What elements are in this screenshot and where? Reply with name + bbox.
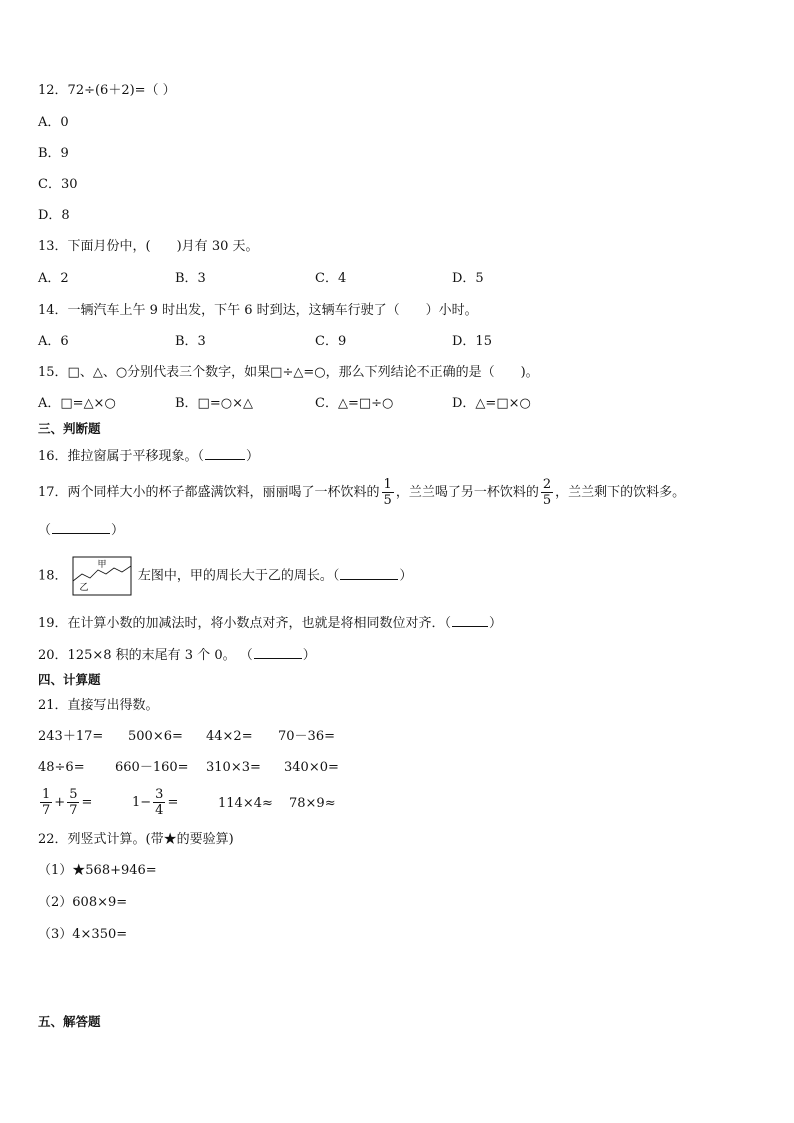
q21-r1-c1: 243＋17= [38, 729, 104, 744]
q22-item-2: （2）608×9= [38, 895, 128, 910]
q13-option-c: C．4 [315, 271, 347, 286]
q20 [38, 645, 316, 665]
q13-option-a: A．2 [38, 271, 69, 286]
q21-r2-c3: 310×3= [206, 760, 261, 775]
q13-option-b: B．3 [175, 271, 206, 286]
q21-r3-c3: 114×4≈ [218, 796, 273, 811]
q14-option-b: B．3 [175, 334, 206, 349]
q22-stem: 22．列竖式计算。(带★的要验算) [38, 832, 234, 847]
q17-answer-line [38, 520, 124, 540]
q14-option-d: D．15 [452, 334, 492, 349]
q18-number: 18． [38, 568, 68, 584]
q15-option-c: C．△=□÷○ [315, 396, 394, 411]
q16-answer-blank[interactable] [205, 446, 245, 460]
q17-part3: ，兰兰剩下的饮料多。 [555, 485, 686, 500]
q18 [38, 556, 412, 597]
q12-stem: 12．72÷(6＋2)=（ ） [38, 83, 176, 98]
q20-answer-blank[interactable] [254, 645, 302, 659]
q20-close: ） [302, 648, 316, 663]
q12-option-d: D．8 [38, 208, 70, 223]
q15-stem: 15．□、△、○分别代表三个数字，如果□÷△=○，那么下列结论不正确的是（ )。 [38, 365, 539, 380]
perimeter-figure [72, 556, 132, 596]
q13-option-d: D．5 [452, 271, 484, 286]
q21-r3-c4: 78×9≈ [289, 796, 336, 811]
q17-fraction-2: $\frac{2}{5}$ [542, 477, 552, 508]
q21-r2-c2: 660－160= [115, 760, 189, 775]
q15-option-a: A．□=△×○ [38, 396, 116, 411]
q18-close: ） [399, 568, 413, 584]
q16 [38, 446, 259, 466]
q19-answer-blank[interactable] [452, 613, 488, 627]
q21-r3-c2: 1− $\frac{3}{4}$ = [132, 787, 179, 818]
q17-part1: 17．两个同样大小的杯子都盛满饮料，丽丽喝了一杯饮料的 [38, 485, 380, 500]
q18-text: 左图中，甲的周长大于乙的周长。（ [137, 568, 340, 584]
q17-open: （ [38, 523, 52, 538]
q22-item-3: （3）4×350= [38, 927, 128, 942]
q13-stem: 13．下面月份中，( )月有 30 天。 [38, 239, 259, 254]
q15-option-d: D．△=□×○ [452, 396, 531, 411]
q12-option-a: A．0 [38, 115, 69, 130]
q17-answer-blank[interactable] [52, 520, 110, 534]
q17 [38, 476, 685, 510]
q17-close: ） [111, 523, 125, 538]
q14-option-a: A．6 [38, 334, 69, 349]
q18-answer-blank[interactable] [340, 566, 398, 580]
q12-option-b: B．9 [38, 146, 69, 161]
q21-stem: 21．直接写出得数。 [38, 698, 159, 713]
section-heading-calculation: 四、计算题 [38, 672, 101, 687]
q21-r2-c4: 340×0= [284, 760, 339, 775]
q16-close: ） [246, 449, 260, 464]
q20-text: 20．125×8 积的末尾有 3 个 0。 （ [38, 648, 253, 663]
section-heading-word-problems: 五、解答题 [38, 1014, 101, 1029]
q21-r1-c4: 70－36= [278, 729, 335, 744]
q14-stem: 14．一辆汽车上午 9 时出发，下午 6 时到达，这辆车行驶了（ ）小时。 [38, 303, 478, 318]
figure-label-jia: 甲 [97, 560, 107, 570]
section-heading-judgement: 三、判断题 [38, 421, 101, 436]
q22-item-1: （1）★568+946= [38, 863, 157, 878]
q21-r1-c2: 500×6= [128, 729, 183, 744]
q17-part2: ，兰兰喝了另一杯饮料的 [395, 485, 539, 500]
q12-option-c: C．30 [38, 177, 78, 192]
q16-text: 16．推拉窗属于平移现象。（ [38, 449, 205, 464]
q19-close: ） [489, 616, 503, 631]
q21-r1-c3: 44×2= [206, 729, 253, 744]
figure-label-yi: 乙 [79, 583, 89, 593]
q19-text: 19．在计算小数的加减法时，将小数点对齐，也就是将相同数位对齐．（ [38, 616, 452, 631]
q14-option-c: C．9 [315, 334, 347, 349]
q19 [38, 613, 502, 633]
q17-fraction-1: $\frac{1}{5}$ [383, 477, 392, 508]
q21-r2-c1: 48÷6= [38, 760, 85, 775]
q15-option-b: B．□=○×△ [175, 396, 253, 411]
q21-r3-c1: $\frac{1}{7}$ + $\frac{5}{7}$ = [42, 787, 93, 818]
